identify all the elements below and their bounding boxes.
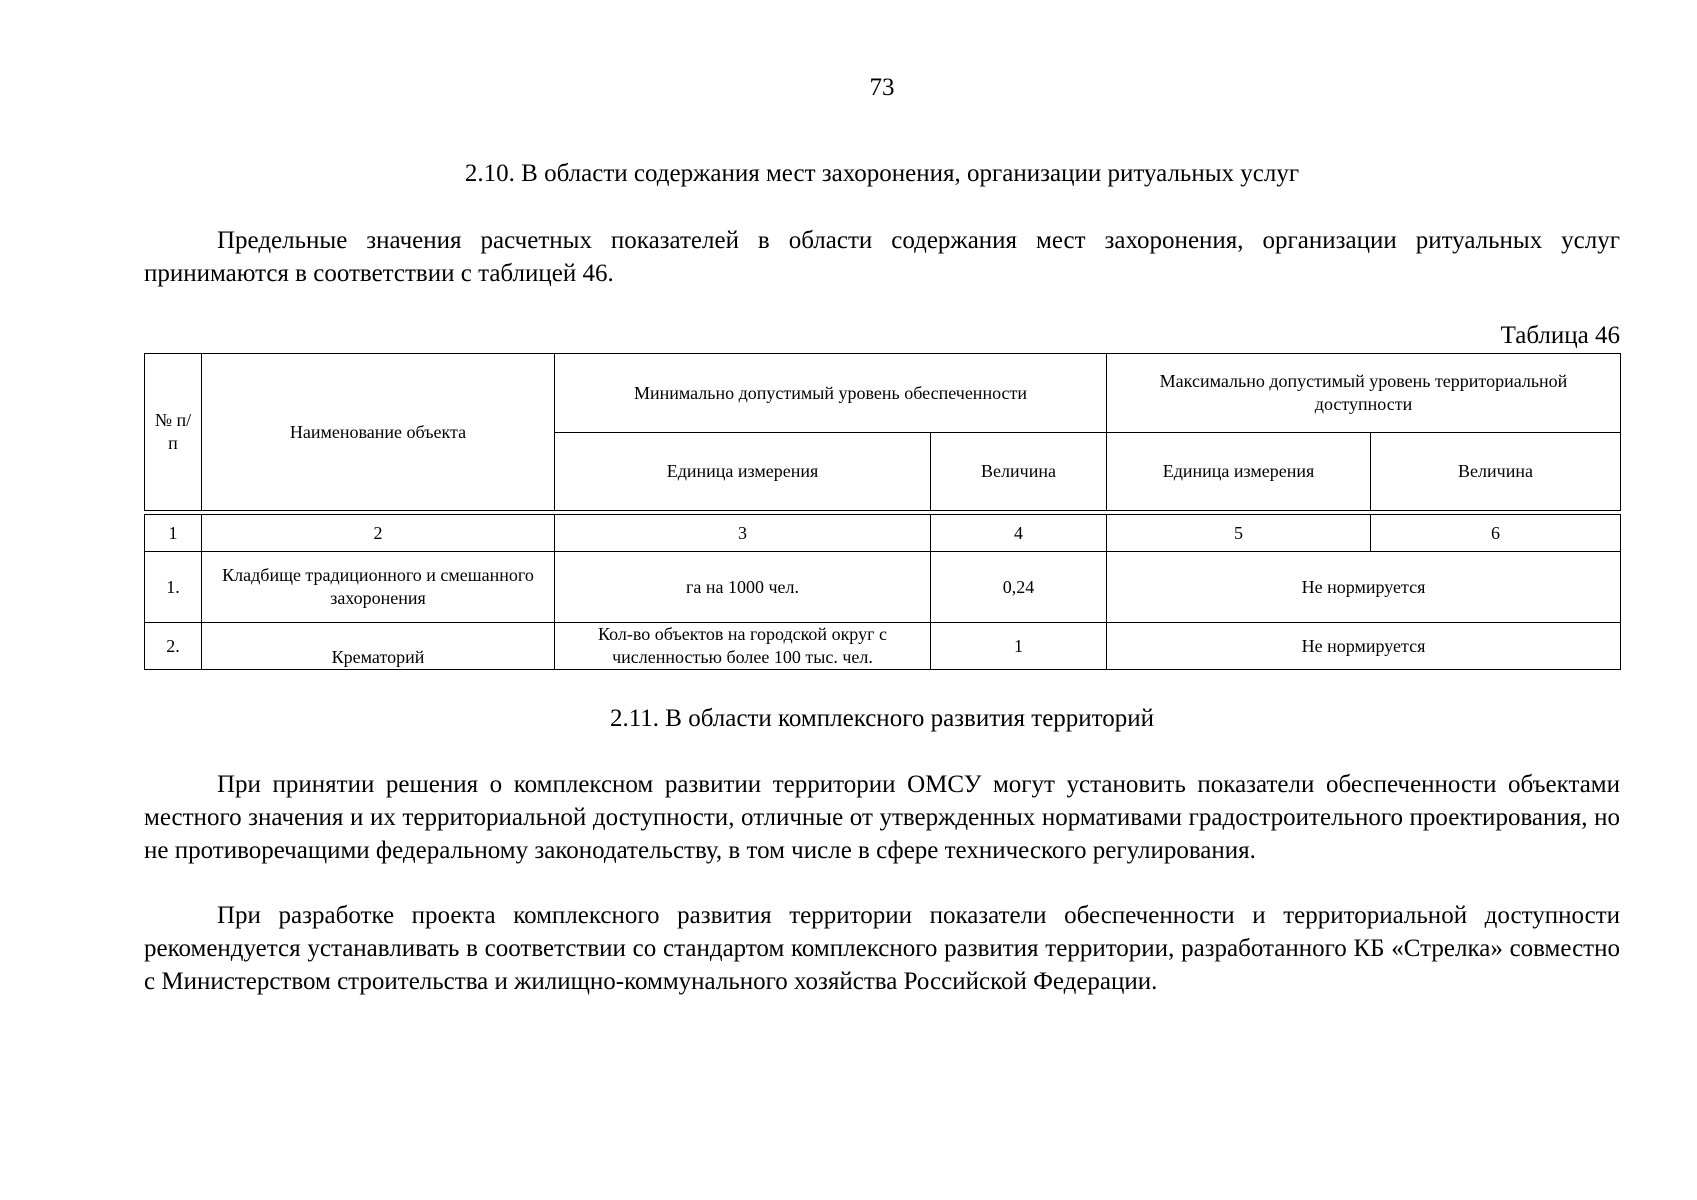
column-number: 3 [555, 515, 931, 552]
table-caption: Таблица 46 [1500, 322, 1620, 349]
page-number: 73 [869, 74, 895, 101]
section-title-2-10: 2.10. В области содержания мест захоронения, организации ритуальных услуг [464, 160, 1300, 187]
header-name: Наименование объекта [202, 354, 555, 511]
header-value-max: Величина [1371, 433, 1621, 511]
row-max: Не нормируется [1107, 552, 1621, 623]
row-unit: Кол-во объектов на городской округ с численностью более 100 тыс. чел. [555, 623, 931, 670]
row-unit: га на 1000 чел. [555, 552, 931, 623]
section-title-2-11: 2.11. В области комплексного развития территорий [609, 705, 1155, 732]
column-number-row [145, 515, 1621, 552]
header-min-level: Минимально допустимый уровень обеспеченности [555, 354, 1107, 433]
row-value: 0,24 [931, 552, 1107, 623]
section-2-11-paragraph-1: При принятии решения о комплексном развитии территории ОМСУ могут установить показатели обеспеченности объектами местного значения и их территориальной доступности, отличные от утвержденных нормативами градостроительного проектирования, но не противоречащими федеральному законодательству, в том числе в сфере технического регулирования. [144, 771, 1620, 864]
section-2-11-paragraph-2: При разработке проекта комплексного развития территории показатели обеспеченности и территориальной доступности рекомендуется устанавливать в соответствии со стандартом комплексного развития территории, разработанного КБ «Стрелка» совместно с Министерством строительства и жилищно-коммунального хозяйства Российской Федерации. [144, 902, 1620, 995]
column-number: 6 [1371, 515, 1621, 552]
table-row [145, 552, 1621, 623]
table-row [145, 623, 1621, 670]
column-number: 1 [145, 515, 202, 552]
row-num: 1. [145, 552, 202, 623]
norms-table-header [144, 353, 1621, 511]
section-2-10-paragraph: Предельные значения расчетных показателей в области содержания мест захоронения, организации ритуальных услуг принимаются в соответствии с таблицей 46. [144, 227, 1620, 287]
header-max-level: Максимально допустимый уровень территориальной доступности [1107, 354, 1621, 433]
column-number: 5 [1107, 515, 1371, 552]
column-number: 4 [931, 515, 1107, 552]
row-num: 2. [145, 623, 202, 670]
row-value: 1 [931, 623, 1107, 670]
header-unit-max: Единица измерения [1107, 433, 1371, 511]
header-num: № п/п [145, 354, 202, 511]
row-max: Не нормируется [1107, 623, 1621, 670]
row-name: Кладбище традиционного и смешанного захоронения [202, 552, 555, 623]
column-number: 2 [202, 515, 555, 552]
header-value-min: Величина [931, 433, 1107, 511]
header-unit-min: Единица измерения [555, 433, 931, 511]
norms-table-body [144, 514, 1621, 670]
row-name: Крематорий [202, 623, 555, 670]
